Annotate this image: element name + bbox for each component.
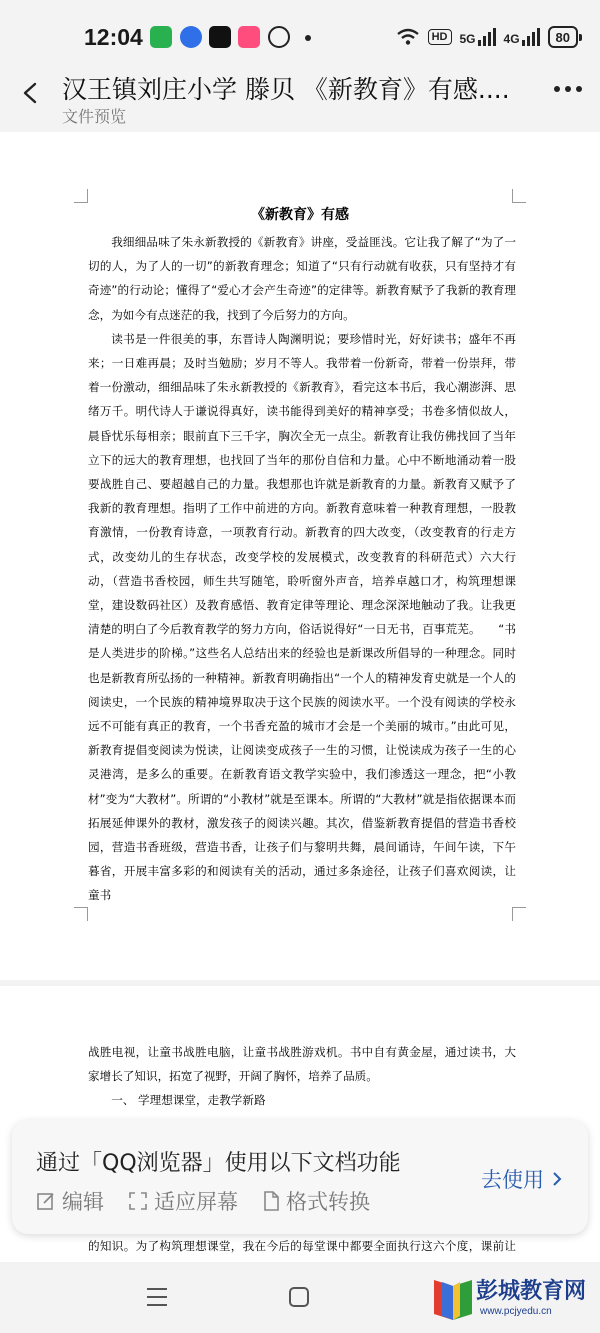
signal-4g-icon: [504, 28, 540, 46]
section-heading: 一、 学理想课堂，走教学新路: [111, 1093, 266, 1108]
watermark-name: 彭城教育网: [476, 1279, 587, 1304]
qq-browser-banner[interactable]: [12, 1120, 588, 1234]
paragraph: 我细细品味了朱永新教授的《新教育》讲座，受益匪浅。它让我了解了“为了一切的人，为了人的一切”的新教育理念；知道了“只有行动就有收获，只有坚持才有奇迹”的行动论；懂得了“爱心才会产生奇迹”的定律等。新教育赋予了我新的教育理念，为如今有点迷茫的我，找到了今后努力的方向。: [88, 235, 516, 322]
hd-badge: HD: [428, 29, 452, 45]
use-now-button[interactable]: [481, 1164, 562, 1194]
format-convert-label: 格式转换: [286, 1190, 370, 1214]
edit-label: 编辑: [62, 1190, 104, 1214]
watermark-logo: [432, 1274, 590, 1326]
signal-5g-icon: [460, 28, 496, 46]
status-time: 12:04: [84, 24, 143, 50]
paragraph: 的知识。为了构筑理想课堂，我在今后的每堂课中都要全面执行这六个度，课前让: [88, 1239, 516, 1253]
more-options-icon[interactable]: [554, 86, 582, 92]
edit-icon: [36, 1191, 56, 1211]
edit-tool[interactable]: [36, 1186, 104, 1216]
app-header: [0, 72, 600, 132]
document-body-page2: [88, 1040, 516, 1113]
document-icon: [262, 1191, 280, 1211]
notification-dot: [305, 35, 311, 41]
page-corner-mark: [74, 907, 88, 921]
page-corner-mark: [74, 189, 88, 203]
battery-icon: [548, 26, 578, 48]
xiaohongshu-icon: [238, 26, 260, 48]
page-title: 汉王镇刘庄小学 滕贝 《新教育》有感....: [62, 75, 510, 104]
book-logo-icon: [432, 1278, 474, 1322]
banner-title: 通过「QQ浏览器」使用以下文档功能: [36, 1151, 401, 1176]
battery-level: 80: [555, 29, 570, 45]
use-now-label: 去使用: [481, 1168, 544, 1192]
page-corner-mark: [512, 189, 526, 203]
fit-screen-icon: [128, 1191, 148, 1211]
document-heading: 《新教育》有感: [251, 207, 349, 223]
wifi-icon: [396, 28, 420, 46]
page-subtitle: 文件预览: [62, 107, 127, 126]
fit-screen-label: 适应屏幕: [154, 1190, 238, 1214]
fit-screen-tool[interactable]: [128, 1186, 238, 1216]
document-body: [88, 230, 516, 908]
watermark-url: www.pcjyedu.cn: [480, 1306, 552, 1317]
document-page-1[interactable]: [0, 132, 600, 980]
home-icon[interactable]: [289, 1287, 309, 1307]
back-arrow-icon[interactable]: [20, 82, 42, 104]
paragraph: 读书是一件很美的事，东晋诗人陶渊明说；要珍惜时光，好好读书；盛年不再来；一日难再晨；及时当勉励；岁月不等人。我带着一份新奇，带着一份崇拜，带着一份激动，细细品味了朱永新教授的《新教育》，看完这本书后，我心潮澎湃、思绪万千。明代诗人于谦说得真好，读书能得到美好的精神享受；书卷多情似故人，晨昏忧乐每相亲；眼前直下三千字，胸次全无一点尘。新教育让我仿佛找回了当年立下的远大的教育理想，也找回了当年的那份自信和力量。心中不断地涌动着一股要战胜自己、要超越自己的力量。我想那也许就是新教育的力量。新教育又赋予了我新的教育理想。指明了工作中前进的方向。新教育意味着一种教育理想，一股教育激情，一份教育诗意，一项教育行动。新教育的四大改变，（改变教育的行走方式，改变幼儿的生存状态，改变学校的发展模式，改变教育的科研范式）六大行动，（营造书香校园，师生共写随笔，聆听窗外声音，培养卓越口才，构筑理想课堂，建设数码社区）及教育感悟、教育定律等理论、理念深深地触动了我。让我更清楚的明白了今后教育教学的努力方向，俗话说得好“一日无书，百事荒芜。 “书是人类进步的阶梯。”这些名人总结出来的经验也是新课改所倡导的一种理念。同时也是新教育所弘扬的一种精神。新教育明确指出“一个人的精神发育史就是一个人的阅读史，一个民族的精神境界取决于这个民族的阅读水平。一个没有阅读的学校永远不可能有真正的教育，一个书香充盈的城市才会是一个美丽的城市。”由此可见，新教育提倡变阅读为悦读，让阅读变成孩子一生的习惯，让悦读成为孩子一生的心灵港湾，是多么的重要。在新教育语文教学实验中，我们渗透这一理念，把“小教材”变为“大教材”。所谓的“小教材”就是至课本。所谓的“大教材”就是指依据课本而拓展延伸课外的教材，激发孩子的阅读兴趣。其次，借鉴新教育提倡的营造书香校园，营造书香班级，营造书香，让孩子们与黎明共舞，晨间诵诗，午间午读，下午暮省，开展丰富多彩的和阅读有关的活动，通过多条途径，让孩子们喜欢阅读，让童书: [88, 331, 516, 903]
paragraph: 战胜电视，让童书战胜电脑，让童书战胜游戏机。书中自有黄金屋，通过读书，大家增长了知识，拓宽了视野，开阔了胸怀，培养了品质。: [88, 1045, 516, 1084]
format-convert-tool[interactable]: [262, 1186, 370, 1216]
page-corner-mark: [512, 907, 526, 921]
tiktok-icon: [209, 26, 231, 48]
network-5g-label: 5G: [459, 32, 476, 46]
baidu-icon: [180, 26, 202, 48]
status-bar: [0, 0, 600, 72]
wechat-pay-icon: [150, 26, 172, 48]
chevron-right-icon: [552, 1171, 562, 1187]
network-4g-label: 4G: [503, 32, 520, 46]
recent-apps-icon[interactable]: [147, 1288, 167, 1306]
chat-bubble-icon: [268, 26, 290, 48]
